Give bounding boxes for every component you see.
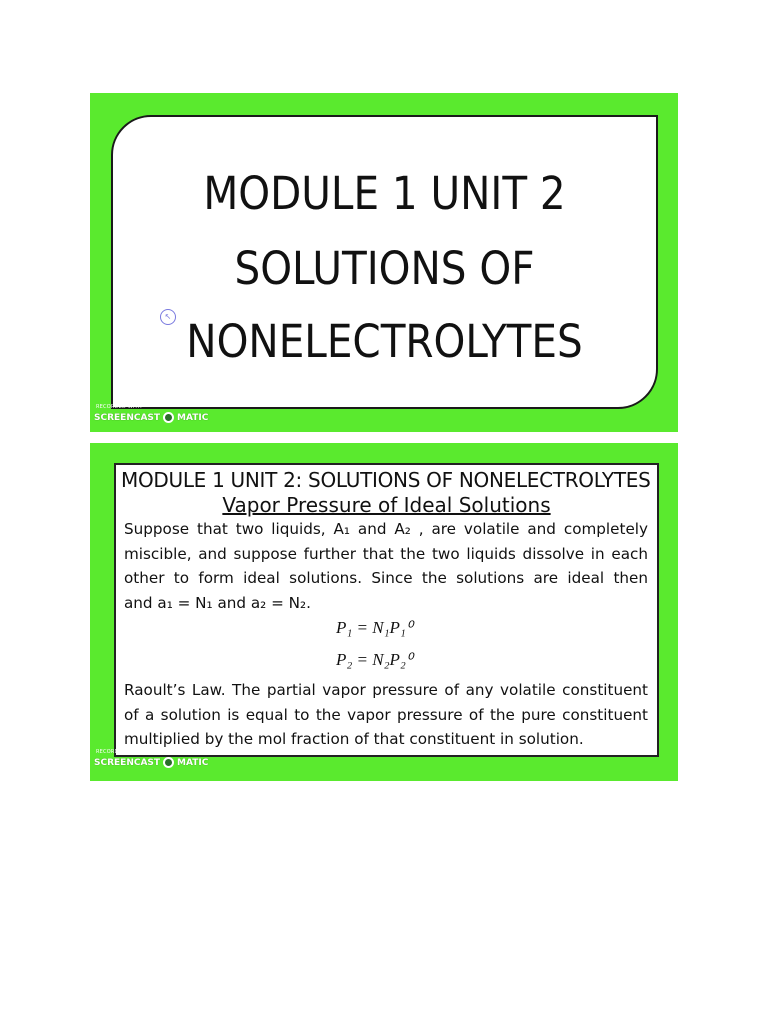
paragraph-line: other to form ideal solutions. Since the solutions are ideal then bbox=[124, 569, 648, 587]
content-slide bbox=[90, 443, 678, 781]
title-line-1: MODULE 1 UNIT 2 bbox=[203, 167, 566, 220]
screencast-watermark bbox=[94, 404, 244, 428]
watermark-recorded-with: RECORDED WITH bbox=[96, 749, 142, 755]
title-line-3: NONELECTROLYTES bbox=[186, 315, 583, 368]
title-card bbox=[111, 115, 658, 409]
screencast-logo-icon bbox=[163, 757, 174, 768]
paragraph-line: multiplied by the mol fraction of that constituent in solution. bbox=[124, 730, 584, 748]
screencast-watermark bbox=[94, 749, 244, 773]
content-card bbox=[114, 463, 659, 757]
watermark-screencast: SCREENCAST bbox=[94, 413, 161, 423]
equation-p1: P₁ = N₁P₁⁰ bbox=[336, 618, 413, 637]
slide-subtitle: Vapor Pressure of Ideal Solutions bbox=[222, 493, 551, 517]
equation-p2: P₂ = N₂P₂⁰ bbox=[336, 650, 413, 669]
watermark-matic: MATIC bbox=[177, 413, 209, 423]
paragraph-line: Raoult’s Law. The partial vapor pressure of any volatile constituent bbox=[124, 681, 648, 699]
watermark-screencast: SCREENCAST bbox=[94, 758, 161, 768]
watermark-recorded-with: RECORDED WITH bbox=[96, 404, 142, 410]
screencast-logo-icon bbox=[163, 412, 174, 423]
title-slide bbox=[90, 93, 678, 432]
paragraph-line: miscible, and suppose further that the two liquids dissolve in each bbox=[124, 544, 648, 563]
watermark-matic: MATIC bbox=[177, 758, 209, 768]
paragraph-intro bbox=[124, 517, 648, 615]
paragraph-line: and a₁ = N₁ and a₂ = N₂. bbox=[124, 593, 311, 612]
slide-title: MODULE 1 UNIT 2: SOLUTIONS OF NONELECTROLYTES bbox=[121, 468, 651, 492]
paragraph-raoults-law bbox=[124, 678, 648, 752]
title-line-2: SOLUTIONS OF bbox=[234, 242, 535, 295]
cursor-icon: ↖ bbox=[160, 309, 176, 325]
paragraph-line: of a solution is equal to the vapor pressure of the pure constituent bbox=[124, 705, 648, 724]
paragraph-line: Suppose that two liquids, A₁ and A₂ , are volatile and completely bbox=[124, 520, 648, 538]
